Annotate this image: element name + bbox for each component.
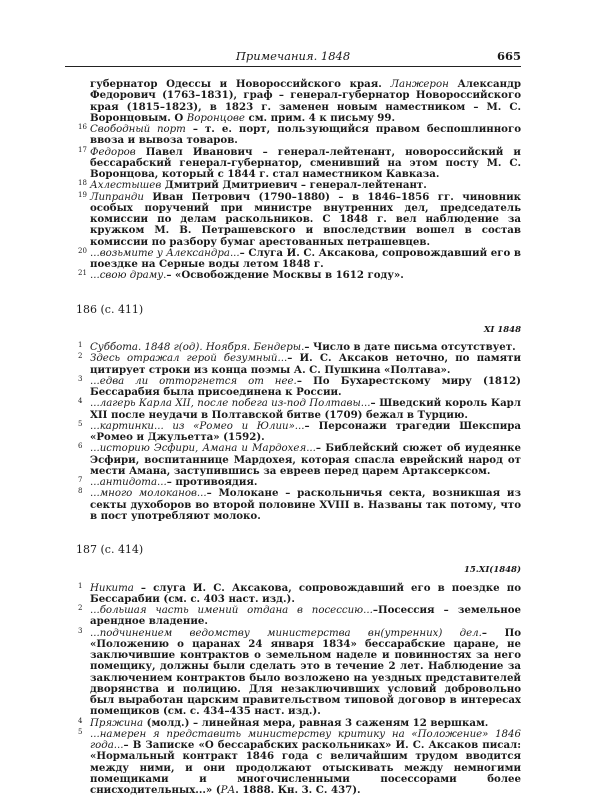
note-lemma: ...большая часть имений отдана в посессию...: [90, 605, 373, 616]
note-text: – «Освобождение Москвы в 1612 году».: [166, 269, 404, 282]
note-number: 2: [78, 604, 83, 612]
note-text: – По Бухарестскому миру (1812) Бессарабия была присоединена к России.: [90, 374, 521, 398]
letter-date: 15.XI(1848): [463, 565, 521, 576]
note-2: [78, 353, 521, 376]
note-lemma: ...возьмите у Александра...: [90, 247, 240, 259]
note-text: – Шведский король Карл XII после неудачи в Полтавской битве (1709) бежал в Турцию.: [90, 397, 521, 421]
note-16: [78, 124, 521, 147]
note-lemma: ...историю Эсфири, Амана и Мардохея...: [90, 443, 316, 455]
note-text: Дмитрий Дмитриевич – генерал-лейтенант.: [161, 179, 427, 192]
note-number: 18: [78, 179, 87, 188]
note-number: 6: [78, 442, 83, 451]
section-letter-186: [78, 304, 521, 523]
note-4: [78, 398, 521, 421]
note-text: – И. С. Аксаков неточно, по памяти цитирует строки из конца поэмы А. С. Пушкина «Полтава».: [90, 352, 521, 376]
note-number: 16: [78, 123, 87, 131]
running-header: [65, 44, 521, 67]
note-19: [78, 192, 521, 248]
note-text: – противоядия.: [166, 476, 258, 488]
note-number: 17: [78, 145, 87, 154]
note-number: 2: [78, 352, 83, 361]
note-text: – По «Положению о царанах 24 января 1834» бессарабские царане, не заключившие контрактов о земельном наделе и повинностях за него помещику, должны были сделать это в течение 2 лет. Наблюдение за заключением контрактов было возложено на уездных представителей дворянства и полицию. Для незаключивших условий добровольно был выработан царским правительством типовой договор в интересах помещиков (см. с. 434–435 наст. изд.).: [90, 626, 521, 718]
note-lemma: Федоров: [90, 146, 136, 158]
note-3: [78, 376, 521, 399]
note-text: – т. е. порт, пользующийся правом беспошлинного ввоза и вывоза товаров.: [90, 123, 522, 147]
note-number: 7: [78, 476, 83, 484]
note-text: Иван Петрович (1790–1880) – в 1846–1856 гг. чиновник особых поручений при министре внутренних дел, председатель комиссии по делам раскольников. С 1848 г. вел наблюдение за кружком М. В. Петрашевского и впоследствии вошел в состав комиссии по разбору бумаг арестованных петрашевцев.: [90, 190, 521, 248]
note-text: – Библейский сюжет об иудеянке Эсфири, воспитаннице Мардохея, которая спасла еврейский народ от мести Амана, заступившись за евреев перед царем Артаксерксом.: [90, 442, 521, 477]
note-text: – Персонажи трагедии Шекспира «Ромео и Джульетта» (1592).: [90, 419, 521, 443]
note-lemma: ...лагерь Карла XII, после побега из-под Полтавы...: [90, 398, 371, 410]
note-number: 19: [78, 190, 87, 199]
running-title: Примечания. 1848: [235, 49, 351, 63]
note-number: 4: [78, 397, 83, 406]
note-2: [78, 605, 521, 628]
note-1: [78, 583, 521, 606]
section-heading: 187 (с. 414): [76, 543, 144, 556]
note-3: [78, 628, 521, 718]
italic-run: Воронцове: [186, 112, 245, 124]
note-number: 21: [78, 269, 87, 278]
note-number: 8: [78, 487, 83, 496]
note-number: 1: [78, 581, 83, 590]
note-lemma: Здесь отражал герой безумный...: [90, 353, 288, 365]
note-text: –Посессия – земельное арендное владение.: [90, 604, 522, 628]
note-4: [78, 718, 521, 729]
note-text: – слуга И. С. Аксакова, сопровождавший его в поездке по Бессарабии (см. с. 403 наст. изд.).: [90, 581, 521, 605]
note-number: 3: [78, 374, 83, 383]
notes-letter-185-tail: [78, 124, 521, 282]
note-text: – Молокане – раскольничья секта, возникшая из секты духоборов во второй половине XVIII в. Названы так потому, что в пост употребляют молоко.: [90, 487, 521, 522]
page-number: 665: [496, 49, 521, 63]
note-lemma: ...свою драму.: [90, 270, 167, 282]
italic-run: Ланжерон: [390, 79, 449, 90]
note-continuation: [78, 79, 521, 124]
note-number: 5: [78, 419, 83, 428]
letter-date: XI 1848: [483, 324, 521, 335]
text-run: Александр Федорович (1763–1831), граф – генерал-губернатор Новороссийского края (1815–1823), в 1823 г. заменен новым наместником – М. С. Воронцовым. О: [90, 78, 521, 124]
source-abbrev: РА: [220, 785, 236, 796]
note-text: – В Записке «О бессарабских раскольниках» И. С. Аксаков писал: «Нормальный контракт 1846 года с величайшим трудом вводится между ними, и они продолжают отыскивать между немногими помещиками и многочисленными посессорами более снисходительных...» (: [90, 739, 521, 796]
note-number: 4: [78, 716, 83, 725]
note-number: 3: [78, 626, 83, 635]
note-number: 20: [78, 246, 87, 255]
page-body: [78, 79, 521, 796]
note-lemma: ...едва ли отторгнется от нее.: [90, 375, 297, 387]
note-lemma: Липранди: [90, 191, 144, 203]
note-text: (молд.) – линейная мера, равная 3 саженям 12 вершкам.: [143, 716, 489, 729]
source-citation: . 1888. Кн. 3. С. 437).: [235, 784, 361, 796]
text-run: губернатор Одессы и Новороссийского края.: [90, 78, 391, 90]
note-text: – Число в дате письма отсутствует.: [304, 341, 516, 353]
note-lemma: Свободный порт: [90, 124, 186, 135]
note-21: [78, 270, 521, 281]
note-5: [78, 729, 521, 796]
note-lemma: ...картинки... из «Ромео и Юлии»...: [90, 420, 305, 432]
text-run: см. прим. 4 к письму 99.: [244, 111, 396, 124]
note-lemma: ...намерен я представить министерству критику на «Положение» 1846 года...: [90, 728, 521, 751]
section-letter-187: [78, 544, 521, 796]
note-5: [78, 421, 521, 444]
note-20: [78, 248, 521, 271]
note-text: Павел Иванович – генерал-лейтенант, новороссийский и бессарабский генерал-губернатор, сменивший на этом посту М. С. Воронцова, который с 1844 г. стал наместником Кавказа.: [90, 145, 521, 180]
note-lemma: Суббота. 1848 г(од). Ноября. Бендеры.: [90, 342, 305, 353]
note-lemma: Никита: [90, 582, 134, 594]
note-text: – Слуга И. С. Аксакова, сопровождавший его в поездке на Серные воды летом 1848 г.: [90, 246, 521, 270]
note-lemma: ...антидота...: [90, 477, 167, 488]
note-lemma: ...подчинением ведомству министерства вн(утренних) дел.: [90, 627, 482, 639]
note-number: 5: [78, 727, 83, 736]
note-17: [78, 147, 521, 181]
note-8: [78, 488, 521, 522]
note-lemma: Пряжина: [90, 717, 144, 729]
section-heading: 186 (с. 411): [76, 302, 144, 316]
note-lemma: ...много молоканов...: [90, 488, 207, 500]
note-number: 1: [78, 341, 83, 349]
note-6: [78, 443, 521, 477]
note-lemma: Ахлестышев: [90, 180, 162, 192]
